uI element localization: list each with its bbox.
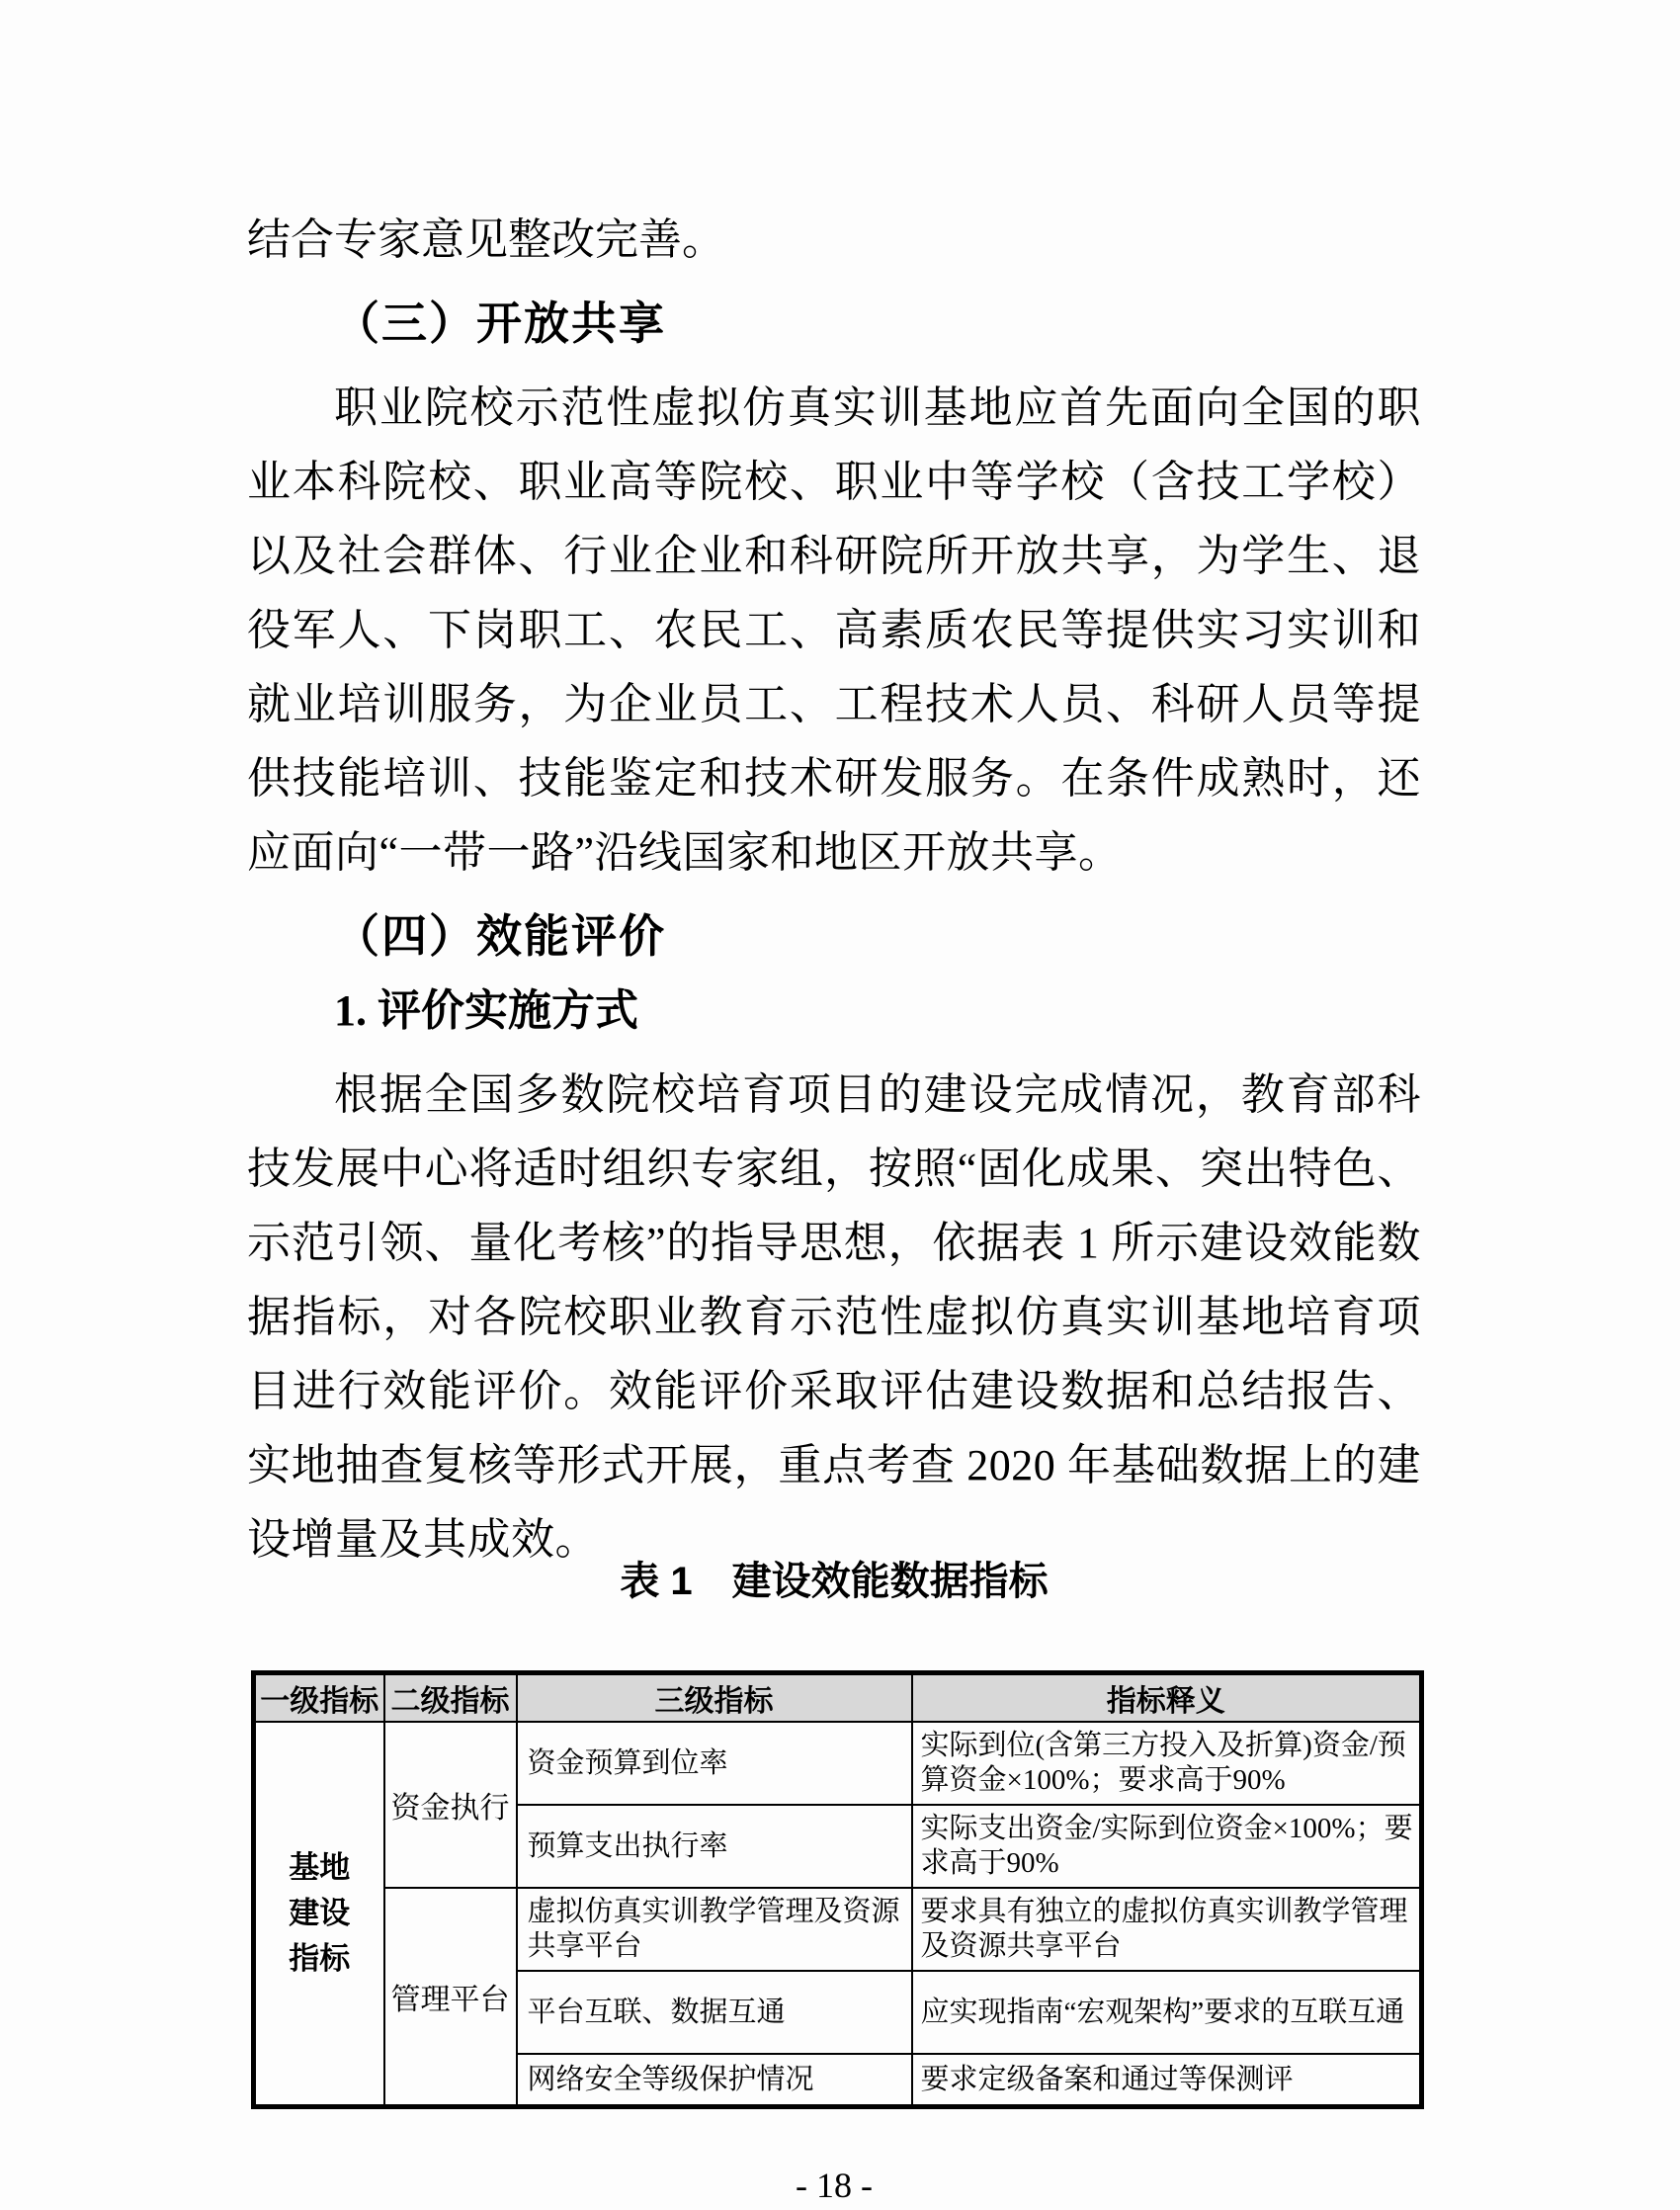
cell-level2-platform: 管理平台 bbox=[384, 1888, 517, 2107]
cell-indicator: 平台互联、数据互通 bbox=[517, 1971, 912, 2054]
cell-indicator: 网络安全等级保护情况 bbox=[517, 2054, 912, 2107]
paragraph-evaluation-method: 根据全国多数院校培育项目的建设完成情况，教育部科技发展中心将适时组织专家组，按照“固化成果、突出特色、示范引领、量化考核”的指导思想，依据表 1 所示建设效能数据指标，对各院校职业教育示范性虚拟仿真实训基地培育项目进行效能评价。效能评价采取评估建设数据和总结报告、实地抽查复核等形式开展，重点考查 2020 年基础数据上的建设增量及其成效。 bbox=[247, 1070, 1421, 1564]
cell-definition: 实际到位(含第三方投入及折算)资金/预算资金×100%；要求高于90% bbox=[912, 1722, 1422, 1805]
cell-indicator: 资金预算到位率 bbox=[517, 1722, 912, 1805]
cell-indicator: 虚拟仿真实训教学管理及资源共享平台 bbox=[517, 1888, 912, 1971]
section-heading-4-performance-evaluation: （四）效能评价 bbox=[334, 910, 666, 962]
cell-definition: 要求具有独立的虚拟仿真实训教学管理及资源共享平台 bbox=[912, 1888, 1422, 1971]
paragraph-continuation-line: 结合专家意见整改完善。 bbox=[247, 215, 725, 264]
cell-level2-funding: 资金执行 bbox=[384, 1722, 517, 1888]
header-level1: 一级指标 bbox=[254, 1673, 384, 1723]
subsection-heading-evaluation-method: 1. 评价实施方式 bbox=[334, 986, 638, 1035]
indicator-table bbox=[251, 1670, 1424, 2109]
header-level3: 三级指标 bbox=[517, 1673, 912, 1723]
cell-level1-indicator bbox=[254, 1722, 384, 2107]
page-number: - 18 - bbox=[796, 2166, 873, 2205]
cell-definition: 实际支出资金/实际到位资金×100%；要求高于90% bbox=[912, 1805, 1422, 1888]
document-page bbox=[247, 203, 1421, 2210]
paragraph-open-sharing: 职业院校示范性虚拟仿真实训基地应首先面向全国的职业本科院校、职业高等院校、职业中等学校（含技工学校）以及社会群体、行业企业和科研院所开放共享，为学生、退役军人、下岗职工、农民工、高素质农民等提供实习实训和就业培训服务，为企业员工、工程技术人员、科研人员等提供技能培训、技能鉴定和技术研发服务。在条件成熟时，还应面向“一带一路”沿线国家和地区开放共享。 bbox=[247, 383, 1421, 877]
table-title: 表 1 建设效能数据指标 bbox=[620, 1560, 1049, 1603]
level1-label: 基地建设指标 bbox=[289, 1850, 351, 1976]
cell-definition: 应实现指南“宏观架构”要求的互联互通 bbox=[912, 1971, 1422, 2054]
cell-indicator: 预算支出执行率 bbox=[517, 1805, 912, 1888]
table-row bbox=[254, 1722, 1422, 1805]
header-level2: 二级指标 bbox=[384, 1673, 517, 1723]
cell-definition: 要求定级备案和通过等保测评 bbox=[912, 2054, 1422, 2107]
header-definition: 指标释义 bbox=[912, 1673, 1422, 1723]
section-heading-3-open-sharing: （三）开放共享 bbox=[334, 298, 666, 349]
table-row bbox=[254, 1888, 1422, 1971]
table-header-row bbox=[254, 1673, 1422, 1723]
